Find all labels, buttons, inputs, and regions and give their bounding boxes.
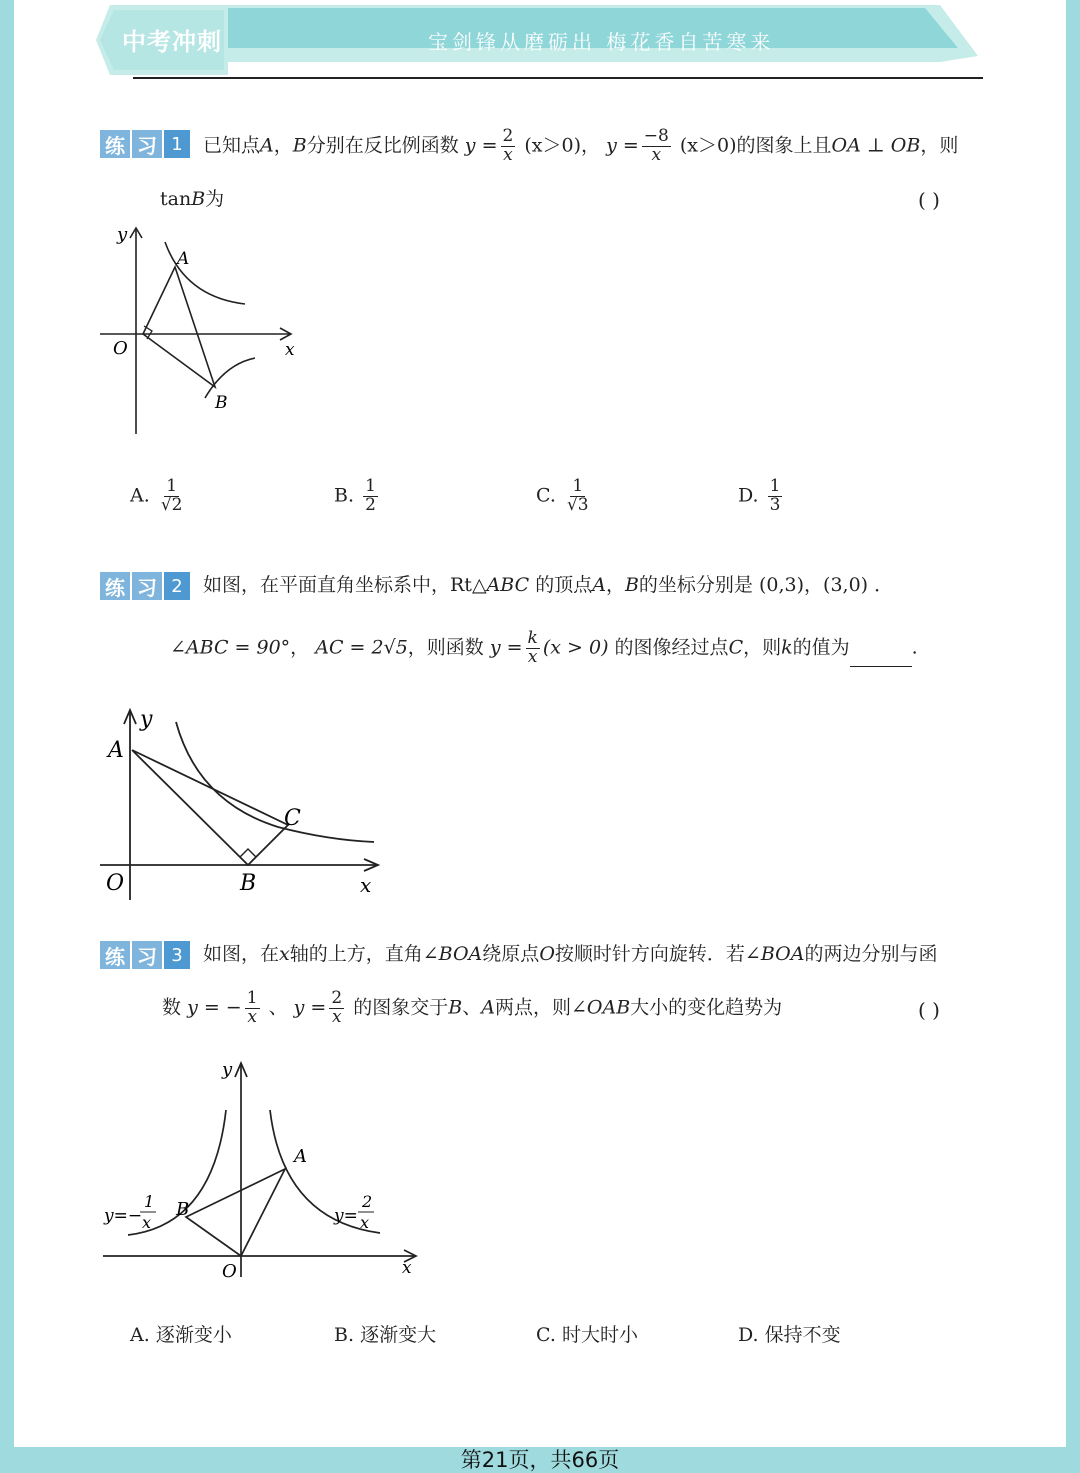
- q2-f-num: k: [527, 628, 538, 648]
- q3-fig-right-den: x: [360, 1213, 370, 1232]
- q3-f1-den: x: [247, 1006, 257, 1027]
- q3-text: 数: [162, 996, 182, 1019]
- q3-f1-lhs: y = −: [187, 996, 242, 1019]
- q1-f2-den: x: [651, 144, 662, 165]
- option-fraction: [768, 478, 783, 515]
- badge-char-1: 练: [100, 130, 130, 158]
- q2-fig-o: O: [106, 871, 125, 896]
- q3-text: 绕原点: [482, 943, 540, 965]
- option-num: 1: [166, 476, 178, 496]
- option-label: A.: [130, 1324, 150, 1346]
- q3-fig-a: A: [294, 1146, 307, 1167]
- q1-answer-paren: ( ): [918, 188, 940, 212]
- badge-number: 2: [164, 572, 190, 600]
- q2-f-cond: (x > 0): [542, 636, 609, 659]
- q1-option-c[interactable]: [536, 478, 594, 515]
- q2-abc: ABC: [486, 574, 530, 596]
- q3-line1: [203, 945, 937, 964]
- q3-point-b: B: [448, 996, 463, 1019]
- option-label: B.: [334, 1324, 355, 1346]
- q3-angle: ∠BOA: [744, 943, 805, 965]
- q1-perp: OA ⊥ OB: [831, 134, 921, 157]
- q3-fig-right-lhs: y=: [334, 1206, 358, 1226]
- option-fraction: [565, 478, 591, 515]
- q3-text: 、: [268, 996, 288, 1019]
- q1-text: 分别在反比例函数: [306, 134, 459, 157]
- q2-point-c: C: [728, 636, 744, 659]
- q3-f2-num: 2: [331, 988, 343, 1008]
- q2-f-den: x: [527, 646, 538, 667]
- q3-text: 、: [462, 996, 482, 1019]
- option-fraction: [363, 478, 378, 515]
- option-label: C.: [536, 1324, 556, 1346]
- q2-text: ，则函数: [407, 636, 484, 659]
- option-den: √2: [160, 494, 183, 515]
- q2-coord-a: (0,3)，: [758, 574, 824, 596]
- q1-option-d[interactable]: [738, 478, 785, 515]
- q3-option-c[interactable]: [536, 1320, 638, 1347]
- q1-text: 已知点: [203, 134, 261, 157]
- exercise-badge-1: [100, 130, 190, 158]
- q1-line1: [203, 128, 958, 165]
- q3-answer-paren: ( ): [918, 998, 940, 1022]
- q1-tan: tan: [160, 188, 192, 210]
- q1-f2-num: −8: [643, 126, 669, 146]
- option-label: C.: [536, 484, 556, 507]
- option-label: B.: [334, 484, 355, 507]
- q3-angle-oab: ∠OAB: [570, 996, 631, 1019]
- badge-number: 1: [164, 130, 190, 158]
- q1-option-b[interactable]: [334, 478, 381, 515]
- q2-coord-b: (3,0): [823, 574, 869, 596]
- q2-k: k: [781, 636, 793, 659]
- header-rule: [133, 77, 983, 79]
- q1-f2-fraction: [642, 128, 671, 165]
- q2-text: .: [911, 636, 918, 659]
- q2-triangle: [132, 750, 288, 865]
- q3-fig-b: B: [176, 1199, 190, 1220]
- q3-fig-left-den: x: [142, 1213, 152, 1232]
- q3-fig-x: x: [402, 1258, 412, 1278]
- option-label: D.: [738, 484, 759, 507]
- q2-fig-a: A: [108, 738, 124, 763]
- option-text: 逐渐变小: [155, 1324, 232, 1346]
- q1-point-a: A: [260, 134, 274, 157]
- option-label: D.: [738, 1324, 759, 1346]
- q2-point-a: A: [592, 574, 606, 596]
- q3-text: 的两边分别与函: [804, 943, 938, 965]
- option-den: 2: [365, 494, 376, 515]
- q3-text: 两点，则: [494, 996, 571, 1019]
- option-num: 1: [769, 476, 781, 496]
- q3-fig-right-num: 2: [362, 1192, 373, 1211]
- q3-f2-lhs: y =: [293, 996, 327, 1019]
- q2-text: 的值为: [792, 636, 850, 659]
- q2-fraction: [526, 630, 540, 667]
- q1-figure: [95, 222, 310, 442]
- q2-text: 如图，在平面直角坐标系中，Rt△: [203, 574, 487, 596]
- q2-text: 的坐标分别是: [638, 574, 753, 596]
- q3-line2: [162, 990, 782, 1027]
- q2-text: 的顶点: [535, 574, 593, 596]
- q3-f1-num: 1: [246, 988, 258, 1008]
- q3-fig-o: O: [222, 1261, 237, 1282]
- header-motto: 宝剑锋从磨砺出 梅花香自苦寒来: [428, 30, 775, 54]
- q2-point-b: B: [624, 574, 639, 596]
- q1-fig-b: B: [215, 393, 228, 413]
- q2-line2: [170, 630, 918, 667]
- q2-fig-x: x: [360, 873, 372, 897]
- q1-text: 的图象上且: [736, 134, 832, 157]
- option-text: 保持不变: [764, 1324, 841, 1346]
- q1-f2-lhs: y =: [606, 134, 639, 157]
- badge-char-2: 习: [132, 572, 162, 600]
- q1-line2: [160, 190, 224, 209]
- q3-text: 如图，在: [203, 943, 280, 965]
- q2-fig-y: y: [140, 707, 153, 732]
- option-den: √3: [566, 494, 589, 515]
- q2-text: 的图像经过点: [614, 636, 729, 659]
- exercise-badge-3: [100, 941, 190, 969]
- q3-triangle: [186, 1169, 285, 1256]
- option-num: 1: [365, 476, 376, 496]
- q2-figure: [98, 702, 388, 907]
- q3-f1-fraction: [245, 990, 260, 1027]
- q2-text: ．: [874, 574, 894, 596]
- q2-line1: [203, 576, 893, 595]
- q2-text: ，则: [743, 636, 782, 659]
- option-den: 3: [769, 494, 781, 515]
- q1-fig-a: A: [177, 249, 190, 269]
- page-footer: 第21页，共66页: [460, 1448, 620, 1472]
- exercise-badge-2: [100, 572, 190, 600]
- q2-text: ，: [290, 636, 310, 659]
- q1-angle-b: B: [191, 188, 206, 210]
- q1-text: ，则: [920, 134, 959, 157]
- q3-figure: [98, 1055, 423, 1285]
- badge-char-1: 练: [100, 941, 130, 969]
- q2-fig-b: B: [240, 871, 257, 896]
- q2-f-lhs: y =: [489, 636, 523, 659]
- q1-fig-o: O: [113, 338, 128, 359]
- q1-fig-y: y: [117, 224, 128, 245]
- q3-option-a[interactable]: [130, 1320, 232, 1347]
- q3-x: x: [279, 943, 290, 965]
- option-text: 时大时小: [561, 1324, 638, 1346]
- q1-option-a[interactable]: [130, 478, 187, 515]
- q3-fig-left-num: 1: [144, 1192, 155, 1211]
- q3-angle: ∠BOA: [422, 943, 483, 965]
- option-num: 1: [572, 476, 584, 496]
- q1-f1-lhs: y =: [464, 134, 498, 157]
- badge-char-1: 练: [100, 572, 130, 600]
- q2-fig-c: C: [284, 806, 301, 831]
- q1-text: ，: [273, 134, 293, 157]
- q3-text: 按顺时针方向旋转．若: [554, 943, 745, 965]
- q3-text: 大小的变化趋势为: [630, 996, 783, 1019]
- badge-number: 3: [164, 941, 190, 969]
- header-tag: 中考冲刺: [122, 28, 222, 56]
- q2-angle: ∠ABC = 90°: [170, 636, 291, 659]
- q1-f1-den: x: [503, 144, 513, 165]
- q3-f2-fraction: [329, 990, 344, 1027]
- q3-option-b[interactable]: [334, 1320, 436, 1347]
- q1-f2-cond: (x＞0): [679, 134, 737, 157]
- q2-answer-blank[interactable]: [850, 648, 912, 667]
- q3-origin: O: [539, 943, 555, 965]
- q3-option-d[interactable]: [738, 1320, 841, 1347]
- q3-fig-left-lhs: y=−: [104, 1206, 143, 1226]
- q1-f1-fraction: [501, 128, 516, 165]
- badge-char-2: 习: [132, 130, 162, 158]
- q1-triangle: [143, 267, 215, 387]
- q3-text: 的图象交于: [353, 996, 449, 1019]
- option-text: 逐渐变大: [360, 1324, 437, 1346]
- q3-point-a: A: [481, 996, 495, 1019]
- q2-text: ，: [605, 574, 625, 596]
- option-label: A.: [130, 484, 150, 507]
- q3-fig-y: y: [222, 1059, 233, 1080]
- badge-char-2: 习: [132, 941, 162, 969]
- q1-text: 为: [205, 188, 225, 210]
- q1-f1-cond: (x＞0)，: [524, 134, 601, 157]
- q1-f1-num: 2: [502, 126, 514, 146]
- q3-text: 轴的上方，直角: [289, 943, 423, 965]
- q2-ac: AC = 2√5: [315, 636, 408, 659]
- q3-f2-den: x: [331, 1006, 342, 1027]
- q1-fig-x: x: [285, 340, 295, 360]
- option-fraction: [159, 478, 185, 515]
- q1-point-b: B: [292, 134, 307, 157]
